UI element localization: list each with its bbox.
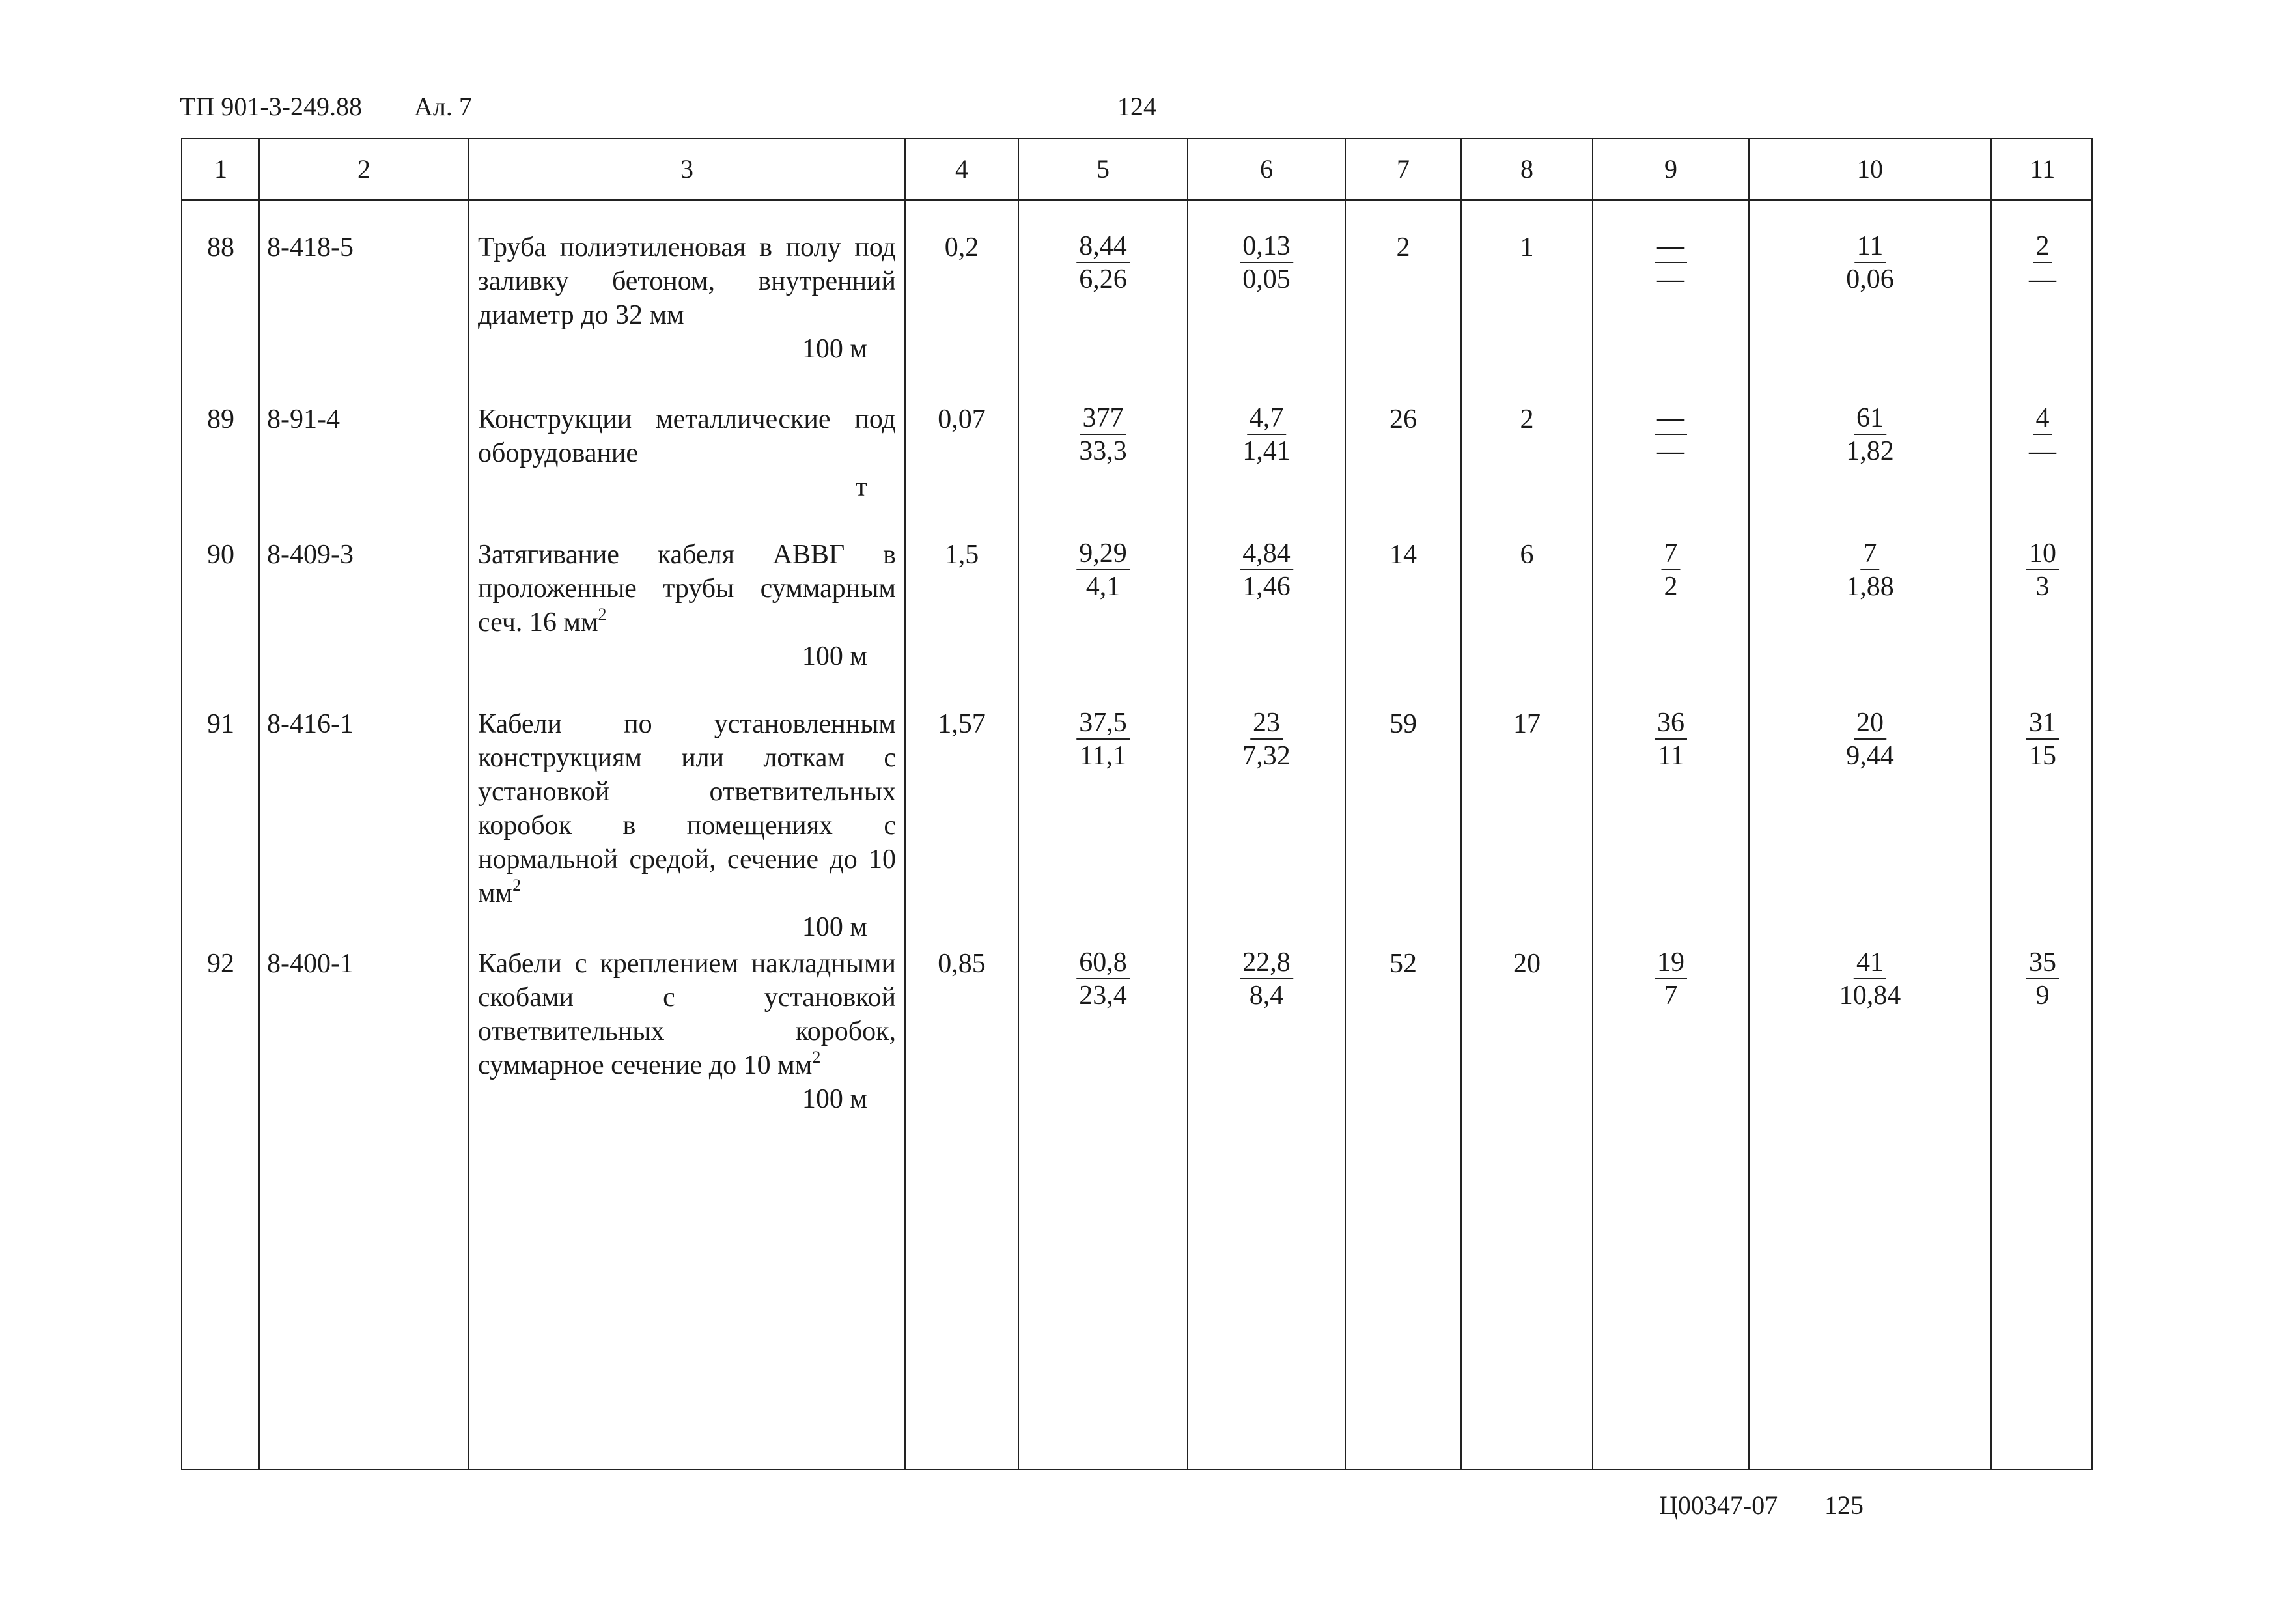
col7-value: 2 [1396,232,1410,262]
description-body: Затягивание кабеля АВВГ в проложенные трубы суммарным сеч. 16 мм [478,540,896,637]
col8-value: 20 [1513,949,1541,979]
col11-value-denominator: — [2029,436,2056,466]
col6-value-denominator: 0,05 [1242,264,1291,294]
col10-value-denominator: 9,44 [1846,741,1894,771]
column-number-1: 1 [214,154,227,184]
table-row [182,707,2091,942]
column-number-7: 7 [1397,154,1410,184]
column-number-5: 5 [1096,154,1110,184]
col7-value: 59 [1389,709,1417,739]
row-number: 89 [207,404,234,434]
col7-value: 14 [1389,540,1417,570]
work-description [478,707,896,944]
row-number: 90 [207,540,234,570]
col11-value-numerator: 31 [2026,707,2059,740]
col10-value-numerator: 20 [1854,707,1886,740]
col10-value-numerator: 11 [1854,231,1886,263]
description-text [478,231,896,332]
col5-value [1079,402,1127,468]
col9-value-denominator: 2 [1664,572,1678,602]
col5-value-denominator: 6,26 [1079,264,1127,294]
rate-code: 8-409-3 [267,540,354,570]
col9-value-numerator: — [1655,402,1687,435]
col10-value [1846,231,1894,296]
col11-value-numerator: 35 [2026,947,2059,979]
col9-value [1655,231,1687,296]
col10-value [1839,947,1901,1012]
col5-value-numerator: 37,5 [1076,707,1130,740]
col10-value [1846,538,1894,603]
col8-value: 6 [1520,540,1534,570]
col10-value [1846,707,1894,772]
quantity: 0,2 [944,232,979,262]
work-description [478,402,896,504]
quantity: 1,5 [944,540,979,570]
col9-value [1655,707,1687,772]
col6-value [1240,538,1293,603]
col6-value [1242,402,1291,468]
col10-value-denominator: 0,06 [1846,264,1894,294]
col9-value-denominator: — [1657,436,1684,466]
col5-value-denominator: 23,4 [1079,981,1127,1011]
col8-value: 17 [1513,709,1541,739]
column-number-3: 3 [680,154,693,184]
col8-value: 2 [1520,404,1534,434]
rate-code: 8-91-4 [267,404,340,434]
col5-value [1076,947,1130,1012]
measure-unit: 100 м [802,1084,867,1114]
column-number-6: 6 [1260,154,1273,184]
col6-value [1242,707,1291,772]
table-row [182,231,2091,400]
work-description [478,538,896,673]
quantity: 0,07 [938,404,986,434]
description-body: Труба полиэтиленовая в полу под заливку бетоном, внутренний диаметр до 32 мм [478,232,896,330]
col10-value-numerator: 7 [1861,538,1880,570]
col11-value-numerator: 10 [2026,538,2059,570]
col5-value-denominator: 11,1 [1080,741,1126,771]
row-number: 88 [207,232,234,262]
col9-value-denominator: — [1657,264,1684,294]
description-text [478,947,896,1082]
col11-value [2029,402,2056,468]
col11-value-denominator: 15 [2029,741,2056,771]
col9-value [1662,538,1681,603]
column-number-9: 9 [1664,154,1677,184]
column-number-11: 11 [2030,154,2056,184]
column-number-2: 2 [357,154,370,184]
col11-value-denominator: 9 [2035,981,2050,1011]
table-row [182,538,2091,707]
rate-code: 8-418-5 [267,232,354,262]
description-text [478,707,896,910]
measure-unit: 100 м [802,641,867,671]
col10-value-denominator: 1,82 [1846,436,1894,466]
col11-value [2026,538,2059,603]
col5-value [1076,707,1130,772]
col6-value [1240,947,1293,1012]
col9-value [1655,402,1687,468]
col6-value-numerator: 4,7 [1247,402,1287,435]
rate-code: 8-416-1 [267,709,354,739]
col5-value [1076,538,1130,603]
col6-value-denominator: 1,46 [1242,572,1291,602]
work-description [478,231,896,366]
col10-value-denominator: 10,84 [1839,981,1901,1011]
col10-value-numerator: 41 [1854,947,1886,979]
col11-value-denominator: — [2029,264,2056,294]
col6-value [1240,231,1293,296]
col5-value-numerator: 377 [1080,402,1126,435]
page-number: 124 [1117,92,1156,121]
col9-value [1655,947,1687,1012]
rate-code: 8-400-1 [267,949,354,979]
document-code: ТП 901-3-249.88 [180,92,362,121]
col11-value-numerator: 4 [2033,402,2052,435]
col9-value-numerator: 36 [1655,707,1687,740]
col6-value-numerator: 4,84 [1240,538,1293,570]
col7-value: 52 [1389,949,1417,979]
col9-value-numerator: — [1655,231,1687,263]
description-text [478,538,896,639]
col11-value-denominator: 3 [2035,572,2050,602]
col5-value-numerator: 8,44 [1076,231,1130,263]
row-number: 91 [207,709,234,739]
quantity: 0,85 [938,949,986,979]
measure-unit: 100 м [802,912,867,942]
col11-value [2026,947,2059,1012]
superscript: 2 [512,876,522,895]
col9-value-numerator: 19 [1655,947,1687,979]
row-number: 92 [207,949,234,979]
work-description [478,947,896,1116]
col9-value-denominator: 11 [1657,741,1684,771]
col11-value [2026,707,2059,772]
col5-value [1076,231,1130,296]
col11-value-numerator: 2 [2033,231,2052,263]
col6-value-numerator: 22,8 [1240,947,1293,979]
col10-value-denominator: 1,88 [1846,572,1894,602]
measure-unit: 100 м [802,334,867,364]
description-body: Конструкции металлические под оборудование [478,404,896,468]
superscript: 2 [598,605,607,624]
estimate-table [181,138,2093,1470]
superscript: 2 [812,1048,821,1067]
footer-page-number: 125 [1824,1491,1864,1520]
column-number-8: 8 [1520,154,1533,184]
col6-value-numerator: 0,13 [1240,231,1293,263]
col6-value-denominator: 1,41 [1242,436,1291,466]
col10-value [1846,402,1894,468]
table-row [182,947,2091,1116]
quantity: 1,57 [938,709,986,739]
col10-value-numerator: 61 [1854,402,1886,435]
col6-value-denominator: 7,32 [1242,741,1291,771]
footer-code: Ц00347-07 [1659,1491,1778,1520]
col9-value-denominator: 7 [1664,981,1678,1011]
col5-value-numerator: 60,8 [1076,947,1130,979]
col5-value-denominator: 4,1 [1085,572,1121,602]
measure-unit: т [855,472,867,502]
description-body: Кабели с креплением накладными скобами с установкой ответвительных коробок, суммарное сечение до 10 мм [478,949,896,1080]
col9-value-numerator: 7 [1662,538,1681,570]
col7-value: 26 [1389,404,1417,434]
col11-value [2029,231,2056,296]
col6-value-numerator: 23 [1250,707,1283,740]
description-body: Кабели по установленным конструкциям или лоткам с установкой ответвительных коробок в помещениях с нормальной средой, сечение до 10 мм [478,709,896,908]
column-number-10: 10 [1857,154,1883,184]
col6-value-denominator: 8,4 [1249,981,1284,1011]
col8-value: 1 [1520,232,1534,262]
col5-value-denominator: 33,3 [1079,436,1127,466]
column-number-4: 4 [955,154,968,184]
album-label: Ал. 7 [414,92,472,121]
description-text [478,402,896,470]
col5-value-numerator: 9,29 [1076,538,1130,570]
